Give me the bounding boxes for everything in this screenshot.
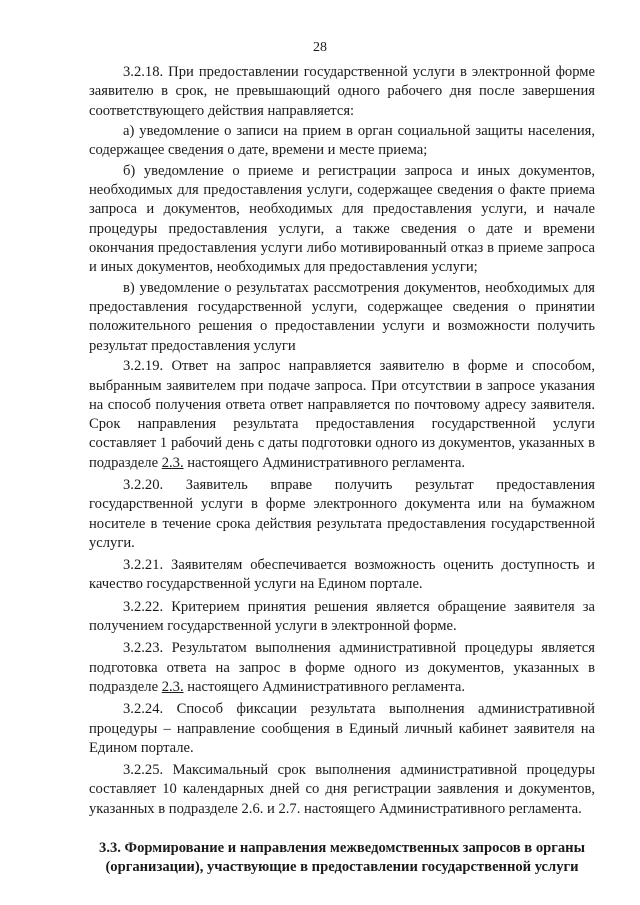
paragraph-3-2-19	[89, 357, 595, 473]
paragraph-3-2-21: 3.2.21. Заявителям обеспечивается возможность оценить доступность и качество государственной услуги на Едином портале.	[89, 557, 595, 593]
paragraph-3-2-22: 3.2.22. Критерием принятия решения является обращение заявителя за получением государственной услуги в электронной форме.	[89, 598, 595, 635]
page-number: 28	[313, 40, 327, 55]
paragraph-3-2-23-text-end: настоящего Административного регламента.	[183, 678, 466, 695]
paragraph-3-2-19-text-end: настоящего Административного регламента.	[183, 454, 466, 471]
paragraph-3-2-25: 3.2.25. Максимальный срок выполнения административной процедуры составляет 10 календарных дней со дня регистрации заявления и документов, указанных в подразделе 2.6. и 2.7. настоящего Административного регламента.	[89, 762, 595, 817]
paragraph-3-2-23	[89, 639, 595, 697]
subsection-reference: 2.3.	[161, 678, 184, 695]
paragraph-3-2-18: 3.2.18. При предоставлении государственной услуги в электронной форме заявителю в срок, не превышающий одного рабочего дня после завершения соответствующего действия направляется:	[89, 64, 595, 119]
paragraph-3-2-24: 3.2.24. Способ фиксации результата выполнения административной процедуры – направление сообщения в Единый личный кабинет заявителя на Едином портале.	[89, 701, 595, 756]
section-heading: 3.3. Формирование и направления межведомственных запросов в органы (организации), участвующие в предоставлении государственной услуги	[99, 840, 585, 876]
list-item-v: в) уведомление о результатах рассмотрения документов, необходимых для предоставления государственной услуги, содержащее сведения о принятии положительного решения о предоставлении услуги и возможности получить результат предоставления услуги	[89, 279, 595, 354]
document-body	[89, 63, 595, 877]
list-item-b: б) уведомление о приеме и регистрации запроса и иных документов, необходимых для предоставления услуги, содержащее сведения о факте приема запроса и документов, необходимых для предоставления услуги, и начале процедуры предоставления услуги, а также сведения о дате и времени окончания предоставления услуги либо мотивированный отказ в приеме запроса и иных документов, необходимых для предоставления услуги;	[89, 162, 595, 276]
list-item-a: а) уведомление о записи на прием в орган социальной защиты населения, содержащее сведения о дате, времени и месте приема;	[89, 123, 595, 159]
paragraph-3-2-19-text: 3.2.19. Ответ на запрос направляется заявителю в форме и способом, выбранным заявителем при подаче запроса. При отсутствии в запросе указания на способ получения ответа ответ направляется по почтовому адресу заявителя. Срок направления результата предоставления государственной услуги составляет 1 рабочий день с даты подготовки одного из документов, указанных в подразделе	[89, 358, 595, 471]
paragraph-3-2-23-text: 3.2.23. Результатом выполнения административной процедуры является подготовка ответа на запрос в форме одного из документов, указанных в подразделе	[89, 640, 595, 695]
subsection-reference: 2.3.	[161, 454, 184, 471]
paragraph-3-2-20: 3.2.20. Заявитель вправе получить результат предоставления государственной услуги в форме электронного документа или на бумажном носителе в течение срока действия результата предоставления государственной услуги.	[89, 476, 595, 551]
